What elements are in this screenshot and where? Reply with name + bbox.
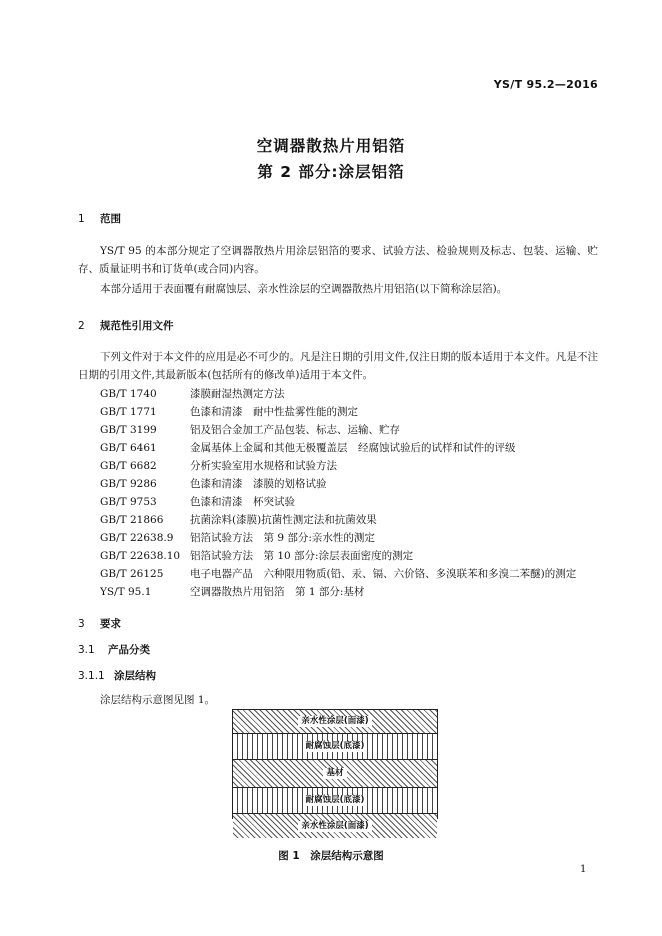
reference-item [100,584,364,599]
section-1-heading [78,211,121,226]
subsection-3-1-heading [78,642,150,657]
reference-title: 金属基体上金属和其他无极覆盖层 经腐蚀试验后的试样和试件的评级 [190,442,516,454]
reference-title: 铝箔试验方法 第 10 部分:涂层表面密度的测定 [190,550,414,562]
section-title: 规范性引用文件 [100,320,174,332]
figure-caption [0,848,662,863]
document-subtitle: 第 2 部分:涂层铝箔 [257,163,405,181]
reference-code: GB/T 6682 [100,460,157,472]
reference-item [100,512,377,527]
reference-title: 色漆和清漆 耐中性盐雾性能的测定 [190,406,358,418]
reference-code: GB/T 1740 [100,388,157,400]
subsection-title: 涂层结构 [114,670,156,682]
reference-title: 漆膜耐湿热测定方法 [190,388,285,400]
reference-item [100,440,516,455]
reference-code: GB/T 22638.10 [100,550,181,562]
layer-corrosion-top [233,734,437,760]
layer-label: 耐腐蚀层(底漆) [303,741,368,752]
layer-label: 亲水性涂层(面漆) [298,716,371,727]
section-number: 3 [78,618,85,630]
reference-code: YS/T 95.1 [100,586,152,598]
section-title: 要求 [100,618,121,630]
reference-title: 电子电器产品 六种限用物质(铅、汞、镉、六价铬、多溴联苯和多溴二苯醚)的测定 [190,568,577,580]
reference-title: 色漆和清漆 杯突试验 [190,496,295,508]
section-1-paragraph-1: YS/T 95 的本部分规定了空调器散热片用涂层铝箔的要求、试验方法、检验规则及标志、包装、运输、贮存、质量证明书和订货单(或合同)内容。 [78,245,598,275]
reference-item [100,386,285,401]
figure-reference-text: 涂层结构示意图见图 1。 [100,694,216,706]
section-2-intro: 下列文件对于本文件的应用是必不可少的。凡是注日期的引用文件,仅注日期的版本适用于本文件。凡是不注日期的引用文件,其最新版本(包括所有的修改单)适用于本文件。 [78,351,598,381]
reference-code: GB/T 3199 [100,424,157,436]
subsection-title: 产品分类 [108,644,150,656]
reference-code: GB/T 6461 [100,442,157,454]
reference-code: GB/T 26125 [100,568,164,580]
reference-title: 抗菌涂料(漆膜)抗菌性测定法和抗菌效果 [190,514,377,526]
layer-substrate [233,760,437,788]
section-3-heading [78,616,121,631]
reference-item [100,404,358,419]
reference-item [100,458,337,473]
reference-item [100,476,327,491]
layer-label: 耐腐蚀层(底漆) [303,795,368,806]
reference-code: GB/T 1771 [100,406,157,418]
section-1-paragraph-2: 本部分适用于表面覆有耐腐蚀层、亲水性涂层的空调器散热片用铝箔(以下简称涂层箔)。 [100,283,508,295]
reference-title: 铝及铝合金加工产品包装、标志、运输、贮存 [190,424,400,436]
section-title: 范围 [100,213,121,225]
layer-hydrophilic-bottom [233,814,437,838]
section-number: 1 [78,213,85,225]
page-number: 1 [580,864,587,875]
document-title: 空调器散热片用铝箔 [256,137,406,155]
figure-number: 图 1 [278,850,300,862]
layer-label: 亲水性涂层(面漆) [298,821,371,832]
reference-code: GB/T 9753 [100,496,157,508]
reference-code: GB/T 9286 [100,478,157,490]
coating-structure-diagram [232,709,438,831]
layer-label: 基材 [323,768,346,779]
figure-caption-text: 涂层结构示意图 [310,850,384,862]
reference-item [100,422,400,437]
reference-item [100,548,413,563]
reference-code: GB/T 21866 [100,514,164,526]
section-2-heading [78,318,174,333]
layer-hydrophilic-top [233,710,437,734]
standard-number: YS/T 95.2—2016 [493,78,598,91]
subsection-number: 3.1.1 [78,670,105,682]
subsection-number: 3.1 [78,644,95,656]
reference-item [100,530,375,545]
reference-title: 分析实验室用水规格和试验方法 [190,460,337,472]
reference-item [100,566,576,581]
reference-code: GB/T 22638.9 [100,532,174,544]
reference-item [100,494,295,509]
subsection-3-1-1-heading [78,668,156,683]
reference-title: 空调器散热片用铝箔 第 1 部分:基材 [190,586,365,598]
section-number: 2 [78,320,85,332]
reference-title: 铝箔试验方法 第 9 部分:亲水性的测定 [190,532,375,544]
reference-title: 色漆和清漆 漆膜的划格试验 [190,478,327,490]
layer-corrosion-bottom [233,788,437,814]
